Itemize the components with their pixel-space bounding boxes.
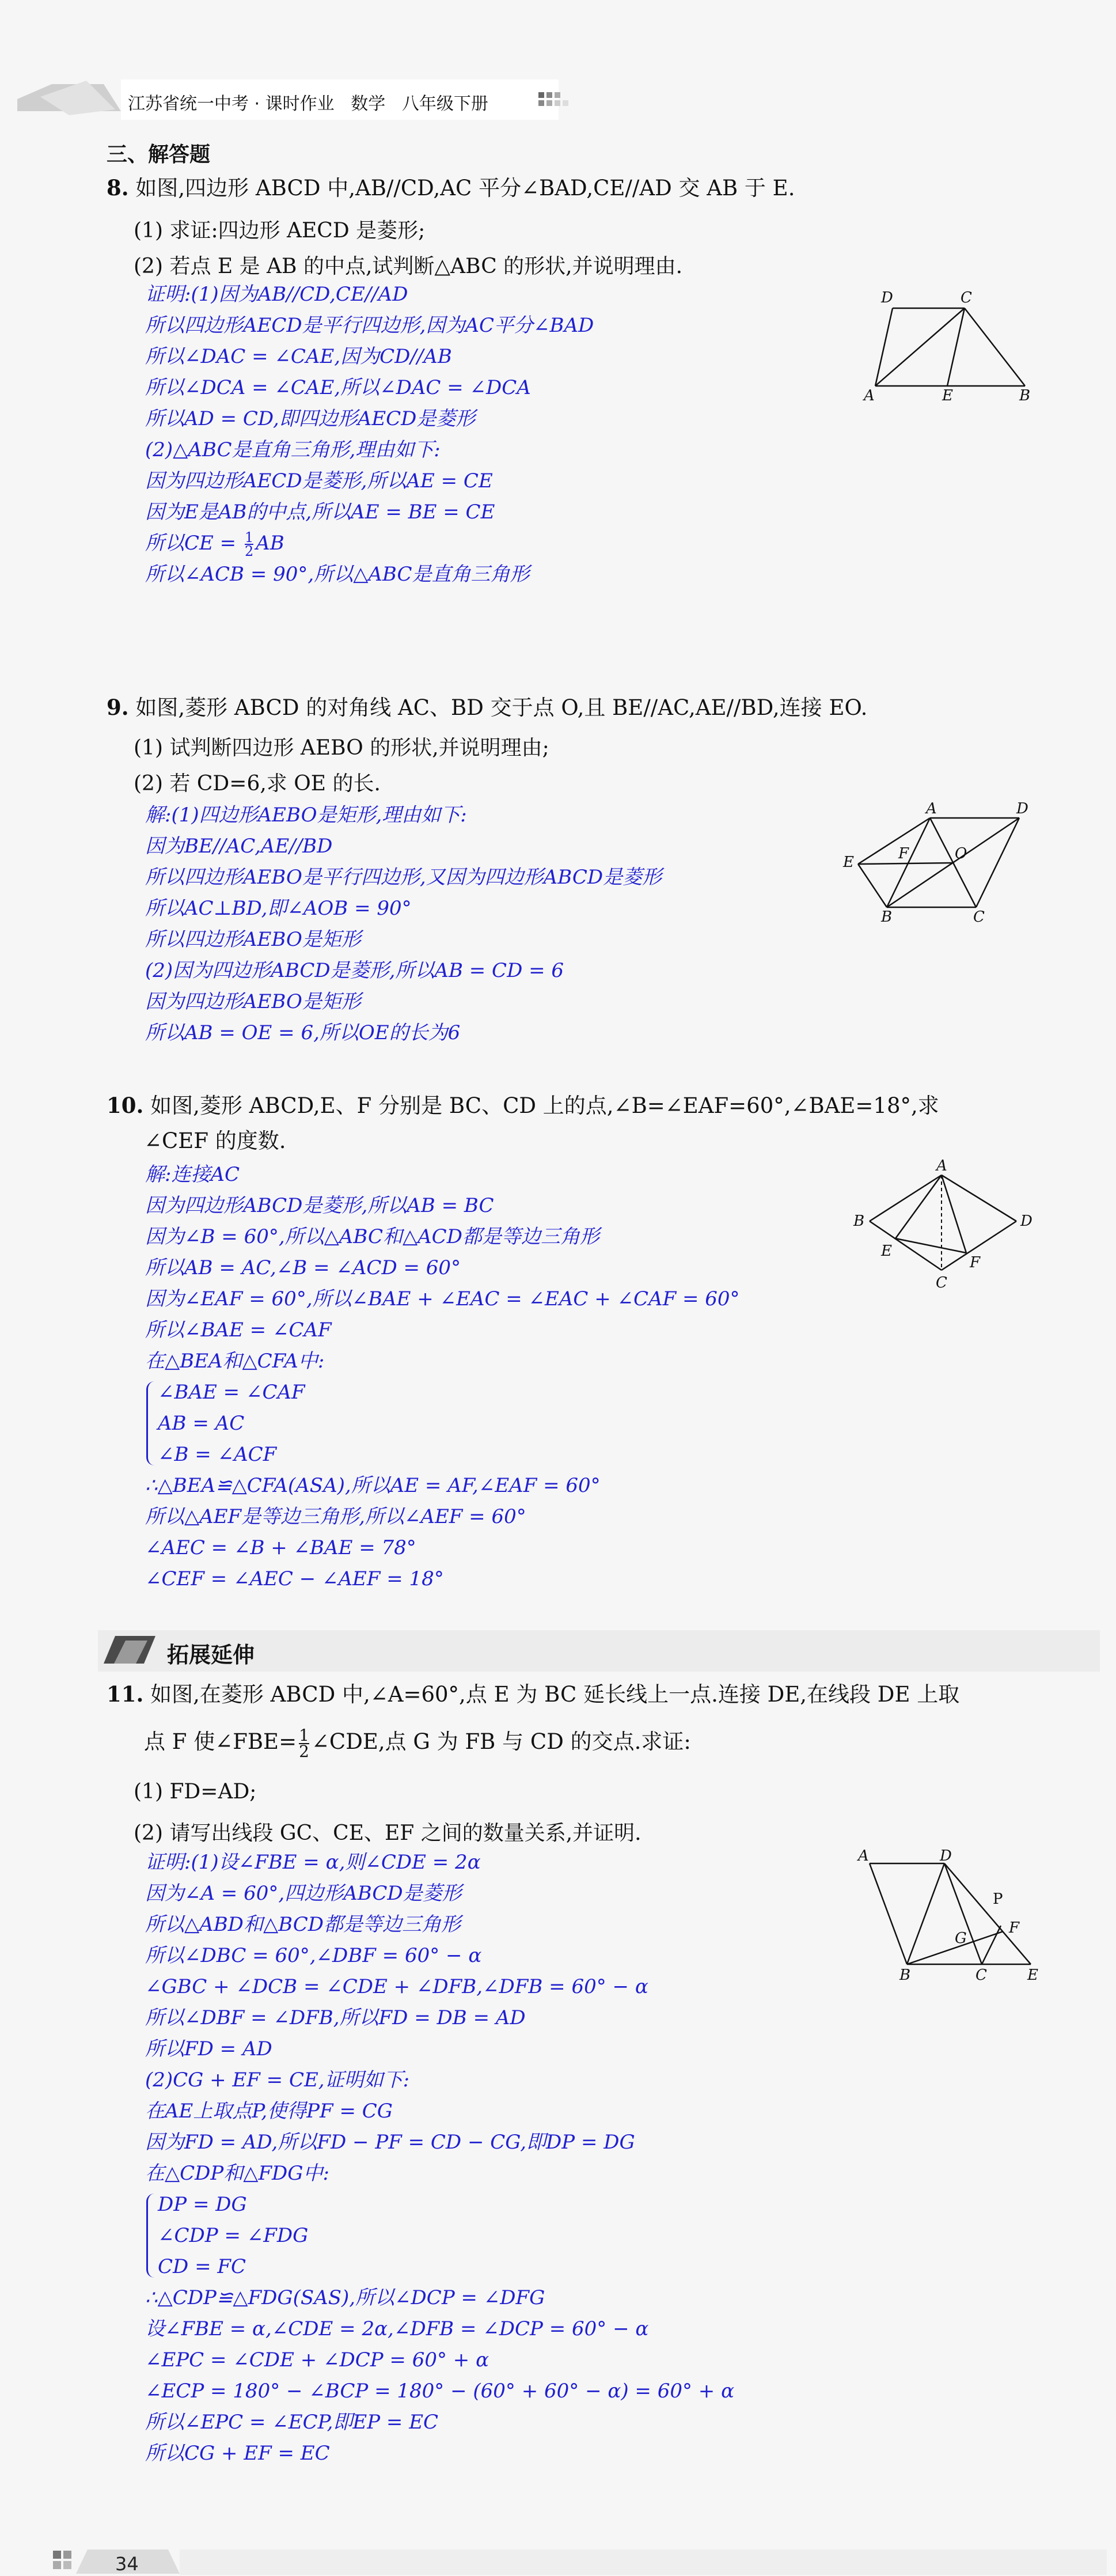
solution-line: 所以FD = AD <box>145 2037 272 2060</box>
q11-stem <box>107 1679 959 1710</box>
svg-text:D: D <box>940 1847 952 1865</box>
q11-stem-text: 如图,在菱形 ABCD 中,∠A=60°,点 E 为 BC 延长线上一点.连接 DE,在线段 DE 上取 <box>150 1682 960 1707</box>
solution-line: 因为∠B = 60°,所以△ABC和△ACD都是等边三角形 <box>145 1225 599 1248</box>
svg-text:P: P <box>993 1891 1003 1908</box>
solution-line: 解:(1)四边形AEBO是矩形,理由如下: <box>145 804 467 827</box>
solution-line: ∠EPC = ∠CDE + ∠DCP = 60° + α <box>145 2348 489 2372</box>
solution-line: ∠ECP = 180° − ∠BCP = 180° − (60° + 60° − α) = 60° + α <box>145 2380 735 2403</box>
solution-line: 证明:(1)因为AB//CD,CE//AD <box>145 283 408 306</box>
solution-line: 所以△ABD和△BCD都是等边三角形 <box>145 1913 461 1936</box>
q11-number: 11. <box>107 1681 144 1707</box>
solution-line: ∠AEC = ∠B + ∠BAE = 78° <box>145 1536 416 1559</box>
q8-part2: (2) 若点 E 是 AB 的中点,试判断△ABC 的形状,并说明理由. <box>134 255 683 278</box>
svg-text:E: E <box>1027 1967 1038 1984</box>
solution-line: 所以∠EPC = ∠ECP,即EP = EC <box>145 2411 439 2434</box>
header-squares-icon <box>538 92 573 115</box>
q10-solution <box>145 1159 740 1594</box>
solution-line: (2)因为四边形ABCD是菱形,所以AB = CD = 6 <box>145 959 564 982</box>
solution-line: 因为E是AB的中点,所以AE = BE = CE <box>145 501 495 524</box>
svg-text:A: A <box>936 1158 947 1175</box>
svg-text:B: B <box>1019 387 1031 403</box>
brace-line: AB = AC <box>158 1412 245 1435</box>
solution-line: ∠CEF = ∠AEC − ∠AEF = 18° <box>145 1567 444 1590</box>
solution-line: 所以∠BAE = ∠CAF <box>145 1319 332 1342</box>
svg-text:C: C <box>973 908 985 926</box>
solution-line: 所以∠ACB = 90°,所以△ABC是直角三角形 <box>145 563 530 586</box>
q11-figure <box>852 1846 1048 1984</box>
solution-line: (2)CG + EF = CE,证明如下: <box>145 2069 410 2092</box>
svg-text:O: O <box>955 845 967 862</box>
solution-line: 因为∠EAF = 60°,所以∠BAE + ∠EAC = ∠EAC + ∠CAF = 60° <box>145 1287 740 1310</box>
footer-bar <box>53 2548 1107 2575</box>
solution-line: 所以CE = $\frac{1}{2}$ AB <box>145 529 284 559</box>
svg-text:E: E <box>843 854 854 871</box>
solution-line: ∴△BEA≌△CFA(ASA),所以AE = AF,∠EAF = 60° <box>145 1474 601 1497</box>
solution-line: 所以CG + EF = EC <box>145 2442 330 2465</box>
svg-text:D: D <box>1016 801 1028 817</box>
q8-solution <box>145 279 594 590</box>
q10-stem <box>107 1090 939 1121</box>
solution-line: 所以AC⊥BD,即∠AOB = 90° <box>145 897 412 920</box>
q9-stem-text: 如图,菱形 ABCD 的对角线 AC、BD 交于点 O,且 BE//AC,AE//BD,连接 EO. <box>135 695 868 720</box>
q11-solution <box>145 1847 734 2469</box>
q9-part1: (1) 试判断四边形 AEBO 的形状,并说明理由; <box>134 736 549 760</box>
solution-line: 所以AD = CD,即四边形AECD是菱形 <box>145 407 476 430</box>
q9-stem <box>107 692 867 723</box>
fraction: $\frac{1}{2}$ <box>244 529 254 559</box>
solution-line: ∴△CDP≌△FDG(SAS),所以∠DCP = ∠DFG <box>145 2286 545 2309</box>
solution-line: 设∠FBE = α,∠CDE = 2α,∠DFB = ∠DCP = 60° − α <box>145 2317 649 2340</box>
q9-part2: (2) 若 CD=6,求 OE 的长. <box>134 772 381 795</box>
svg-text:C: C <box>961 289 972 306</box>
solution-line: 因为四边形AEBO是矩形 <box>145 990 361 1013</box>
solution-line: 所以∠DBC = 60°,∠DBF = 60° − α <box>145 1944 482 1967</box>
q8-stem-text: 如图,四边形 ABCD 中,AB//CD,AC 平分∠BAD,CE//AD 交 AB 于 E. <box>135 176 795 200</box>
q8-stem <box>107 173 795 203</box>
solution-line: 证明:(1)设∠FBE = α,则∠CDE = 2α <box>145 1851 481 1874</box>
q10-figure <box>852 1158 1037 1296</box>
brace-line: ∠CDP = ∠FDG <box>158 2224 309 2247</box>
svg-text:C: C <box>936 1274 947 1291</box>
svg-text:C: C <box>975 1967 987 1984</box>
section-title: 三、解答题 <box>107 143 211 166</box>
header-title: 江苏省统一中考 · 课时作业 数学 八年级下册 <box>128 94 488 114</box>
solution-line: 因为四边形ABCD是菱形,所以AB = BC <box>145 1194 494 1217</box>
q8-number: 8. <box>107 175 129 200</box>
svg-text:F: F <box>898 845 909 862</box>
brace-line: ∠BAE = ∠CAF <box>158 1381 305 1404</box>
q10-stem-text: 如图,菱形 ABCD,E、F 分别是 BC、CD 上的点,∠B=∠EAF=60°,∠BAE=18°,求 <box>150 1093 939 1118</box>
solution-line: 因为∠A = 60°,四边形ABCD是菱形 <box>145 1882 462 1905</box>
solution-line: 所以∠DCA = ∠CAE,所以∠DAC = ∠DCA <box>145 376 531 399</box>
solution-line: 在△BEA和△CFA中: <box>145 1350 325 1373</box>
svg-text:F: F <box>1009 1919 1020 1937</box>
solution-line: 所以AB = AC,∠B = ∠ACD = 60° <box>145 1256 461 1279</box>
solution-line: 所以∠DBF = ∠DFB,所以FD = DB = AD <box>145 2006 526 2029</box>
svg-text:B: B <box>881 908 893 926</box>
q11-part2: (2) 请写出线段 GC、CE、EF 之间的数量关系,并证明. <box>134 1821 641 1845</box>
page-number: 34 <box>115 2553 139 2575</box>
q11-part1: (1) FD=AD; <box>134 1780 257 1804</box>
svg-text:A: A <box>858 1847 869 1865</box>
solution-line: 因为BE//AC,AE//BD <box>145 835 333 858</box>
brace-line: ∠B = ∠ACF <box>158 1443 277 1466</box>
extension-title: 拓展延伸 <box>167 1642 255 1668</box>
solution-line: 解:连接AC <box>145 1163 240 1186</box>
svg-text:D: D <box>881 289 893 306</box>
svg-text:A: A <box>926 801 937 817</box>
q9-solution <box>145 800 662 1048</box>
q11-brace-group <box>145 2189 734 2282</box>
solution-line: 所以∠DAC = ∠CAE,因为CD//AB <box>145 345 452 368</box>
solution-line: 因为FD = AD,所以FD − PF = CD − CG,即DP = DG <box>145 2131 635 2154</box>
brace-line: CD = FC <box>158 2255 246 2278</box>
svg-text:A: A <box>864 387 875 403</box>
q11-stem-line2: 点 F 使∠FBE= $\frac{1}{2}$ ∠CDE,点 G 为 FB 与 CD 的交点.求证: <box>144 1725 691 1761</box>
q10-brace-group <box>145 1377 740 1470</box>
solution-line: 所以△AEF是等边三角形,所以∠AEF = 60° <box>145 1505 526 1528</box>
q10-number: 10. <box>107 1093 144 1118</box>
solution-line: 在AE上取点P,使得PF = CG <box>145 2100 393 2123</box>
svg-text:E: E <box>881 1242 892 1260</box>
solution-line: (2)△ABC是直角三角形,理由如下: <box>145 438 441 461</box>
q8-figure <box>852 288 1037 403</box>
fraction: $\frac{1}{2}$ <box>299 1725 309 1761</box>
solution-line: 在△CDP和△FDG中: <box>145 2162 329 2185</box>
solution-line: ∠GBC + ∠DCB = ∠CDE + ∠DFB,∠DFB = 60° − α <box>145 1975 648 1998</box>
svg-text:E: E <box>942 387 953 403</box>
solution-line: 所以AB = OE = 6,所以OE的长为6 <box>145 1021 461 1044</box>
svg-text:B: B <box>853 1213 865 1230</box>
brace-line: DP = DG <box>158 2193 247 2216</box>
q9-number: 9. <box>107 695 129 720</box>
solution-line: 所以四边形AEBO是平行四边形,又因为四边形ABCD是菱形 <box>145 866 662 889</box>
q8-part1: (1) 求证:四边形 AECD 是菱形; <box>134 219 426 243</box>
svg-text:D: D <box>1020 1213 1033 1230</box>
svg-text:B: B <box>899 1967 911 1984</box>
solution-line: 因为四边形AECD是菱形,所以AE = CE <box>145 469 493 493</box>
svg-text:F: F <box>970 1254 981 1271</box>
q9-figure <box>841 801 1037 927</box>
solution-line: 所以四边形AECD是平行四边形,因为AC平分∠BAD <box>145 314 594 337</box>
solution-line: 所以四边形AEBO是矩形 <box>145 928 361 951</box>
svg-text:G: G <box>955 1930 967 1947</box>
q10-stem-line2: ∠CEF 的度数. <box>144 1128 286 1153</box>
